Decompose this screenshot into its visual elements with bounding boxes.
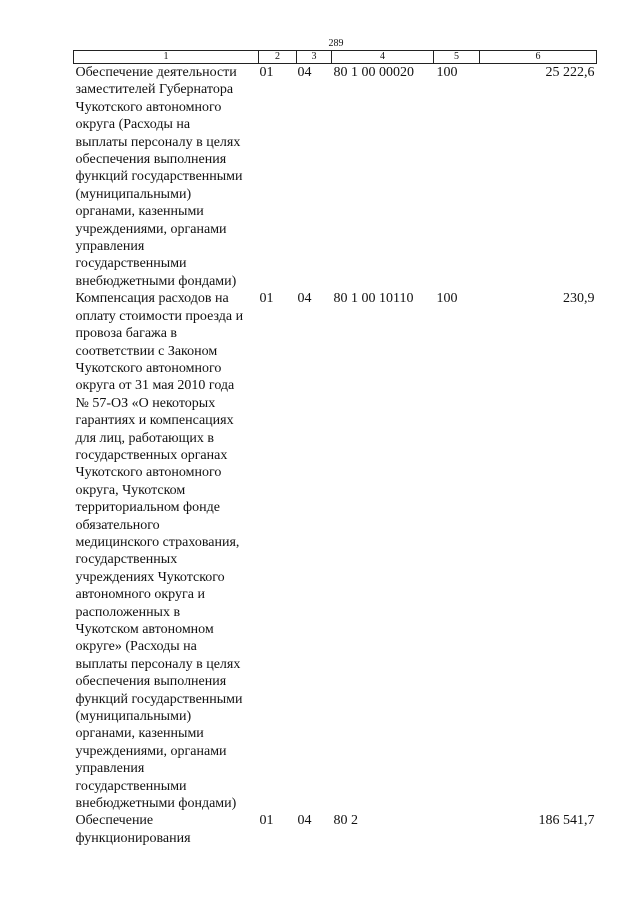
row-name-line: территориальном фонде bbox=[75, 500, 220, 516]
row-name-line: провоза багажа в bbox=[75, 326, 178, 342]
row-expense-type bbox=[434, 812, 480, 847]
table-row bbox=[74, 64, 597, 291]
row-name-line: (муниципальными) bbox=[75, 186, 192, 202]
row-name-line: округа (Расходы на bbox=[75, 117, 191, 133]
column-header-amount: 6 bbox=[480, 51, 597, 64]
row-target-article: 80 1 00 00020 bbox=[333, 65, 414, 80]
row-name-line: автономного округа и bbox=[75, 587, 205, 603]
row-name-line: соответствии с Законом bbox=[75, 343, 218, 359]
row-name-line: функций государственными bbox=[75, 169, 243, 185]
row-amount: 230,9 bbox=[563, 291, 595, 307]
row-name-line: внебюджетными фондами) bbox=[75, 796, 237, 812]
row-name-line: Чукотского автономного bbox=[75, 465, 222, 481]
row-name-line: № 57-ОЗ «О некоторых bbox=[75, 395, 216, 411]
column-header-expense-type: 5 bbox=[434, 51, 480, 64]
row-section-code: 01 bbox=[259, 65, 274, 80]
row-section-code: 01 bbox=[259, 813, 274, 829]
row-name-line: округа от 31 мая 2010 года bbox=[75, 378, 235, 394]
row-name-line: Чукотского автономного bbox=[75, 99, 222, 115]
row-name-line: функционирования bbox=[75, 830, 191, 846]
row-target-article: 80 1 00 10110 bbox=[333, 291, 414, 307]
row-name-line: округе» (Расходы на bbox=[75, 639, 197, 655]
row-section-code: 01 bbox=[259, 291, 274, 307]
row-name-line: для лиц, работающих в bbox=[75, 430, 215, 446]
row-subsection-code: 04 bbox=[297, 291, 312, 307]
column-header-name: 1 bbox=[74, 51, 259, 64]
row-expense-type: 100 bbox=[436, 291, 458, 307]
row-name-line: управления bbox=[75, 761, 145, 777]
row-name bbox=[74, 64, 259, 291]
row-subsection-code: 04 bbox=[297, 65, 312, 80]
row-name-line: функций государственными bbox=[75, 691, 243, 707]
row-target-article: 80 2 bbox=[333, 813, 358, 829]
row-name-line: выплаты персоналу в целях bbox=[75, 656, 241, 672]
row-name-line: оплату стоимости проезда и bbox=[75, 308, 244, 324]
row-name-line: государственными bbox=[75, 256, 187, 272]
row-name-line: государственными bbox=[75, 778, 187, 794]
row-name-line: расположенных в bbox=[75, 604, 181, 620]
row-name-line: гарантиях и компенсациях bbox=[75, 413, 234, 429]
row-name-line: учреждениями, органами bbox=[75, 743, 227, 759]
row-name-line: государственных органах bbox=[75, 447, 228, 463]
row-expense-type: 100 bbox=[436, 65, 458, 80]
column-header-target-article: 4 bbox=[332, 51, 434, 64]
row-name-line: учреждениями, органами bbox=[75, 221, 227, 237]
row-name-line: обеспечения выполнения bbox=[75, 674, 227, 690]
row-name-line: округа, Чукотском bbox=[75, 482, 186, 498]
table-row bbox=[74, 290, 597, 812]
row-amount: 186 541,7 bbox=[538, 813, 595, 829]
row-name-line: выплаты персоналу в целях bbox=[75, 134, 241, 150]
row-name-line: учреждениях Чукотского bbox=[75, 569, 225, 585]
row-name-line: медицинского страхования, bbox=[75, 534, 240, 550]
row-name-line: Обеспечение bbox=[75, 813, 154, 829]
row-amount: 25 222,6 bbox=[545, 65, 595, 80]
row-name-line: Чукотском автономном bbox=[75, 622, 214, 637]
row-name-line: государственных bbox=[75, 552, 178, 568]
row-name-line: органами, казенными bbox=[75, 726, 204, 742]
row-name-line: органами, казенными bbox=[75, 204, 204, 220]
column-header-subsection: 3 bbox=[297, 51, 332, 64]
row-name-line: (муниципальными) bbox=[75, 709, 192, 725]
budget-table bbox=[73, 50, 597, 847]
row-name bbox=[74, 290, 259, 812]
row-name-line: Обеспечение деятельности bbox=[75, 65, 237, 80]
row-name-line: обеспечения выполнения bbox=[75, 152, 227, 168]
row-name-line: обязательного bbox=[75, 517, 160, 533]
header-row bbox=[74, 51, 597, 64]
row-name-line: заместителей Губернатора bbox=[75, 82, 234, 98]
row-name-line: Компенсация расходов на bbox=[75, 291, 229, 307]
table-row bbox=[74, 812, 597, 847]
row-subsection-code: 04 bbox=[297, 813, 312, 829]
page-number: 289 bbox=[328, 38, 344, 49]
row-name-line: Чукотского автономного bbox=[75, 360, 222, 376]
row-name bbox=[74, 812, 259, 847]
row-name-line: управления bbox=[75, 239, 145, 255]
row-name-line: внебюджетными фондами) bbox=[75, 273, 237, 289]
column-header-section: 2 bbox=[259, 51, 297, 64]
